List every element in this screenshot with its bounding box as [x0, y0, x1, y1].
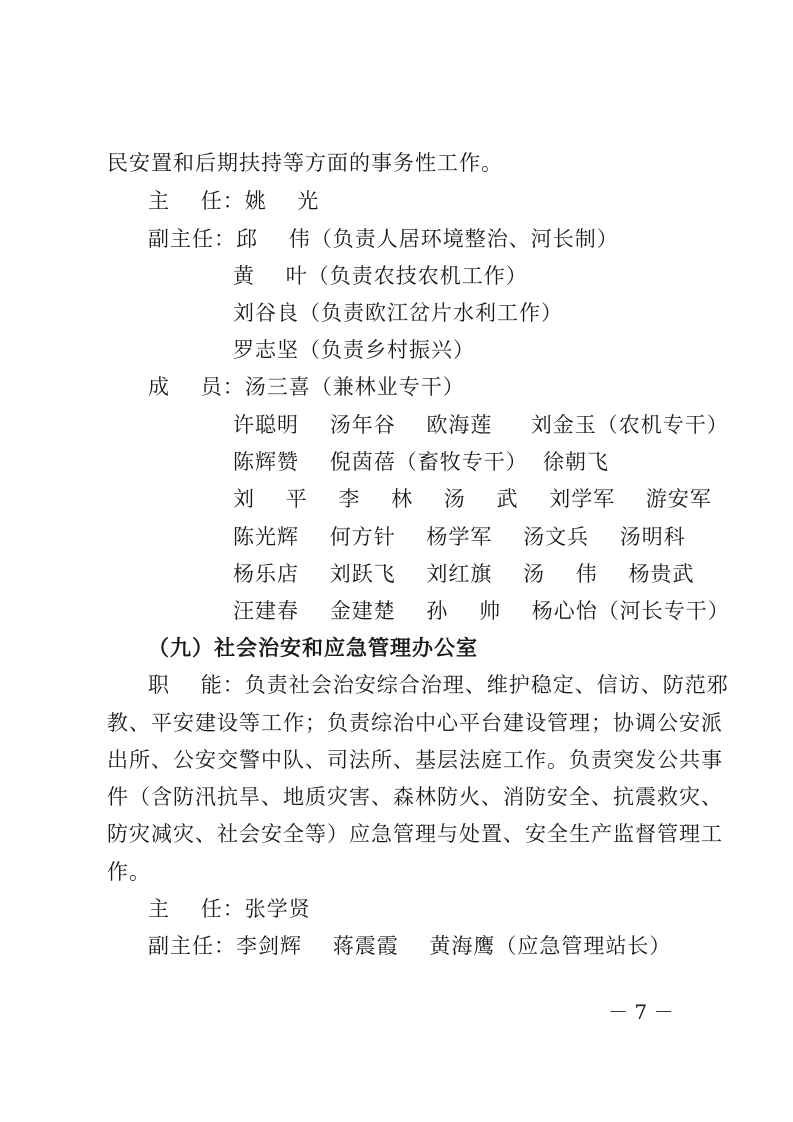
- text-line-20: 作。: [107, 860, 151, 884]
- text-line-16: 教、平安建设等工作；负责综治中心平台建设管理；协调公安派: [107, 711, 723, 735]
- text-line-19: 防灾减灾、社会安全等）应急管理与处置、安全生产监督管理工: [107, 822, 723, 846]
- text-line-3: 副主任：邱 伟（负责人居环境整治、河长制）: [148, 227, 619, 251]
- text-line-17: 出所、公安交警中队、司法所、基层法庭工作。负责突发公共事: [107, 748, 723, 772]
- text-line-10: 刘 平 李 林 汤 武 刘学军 游安军: [233, 487, 712, 511]
- text-line-11: 陈光辉 何方针 杨学军 汤文兵 汤明科: [233, 525, 686, 549]
- text-line-6: 罗志坚（负责乡村振兴）: [233, 338, 475, 362]
- text-line-15: 职 能：负责社会治安综合治理、维护稳定、信访、防范邪: [148, 673, 729, 697]
- text-line-1: 民安置和后期扶持等方面的事务性工作。: [107, 151, 503, 175]
- text-line-18: 件（含防汛抗旱、地质灾害、森林防火、消防安全、抗震救灾、: [107, 785, 723, 809]
- text-line-9: 陈辉赞 倪茵蓓（畜牧专干） 徐朝飞: [233, 450, 610, 474]
- text-line-5: 刘谷良（负责欧江岔片水利工作）: [233, 301, 563, 325]
- text-line-21: 主 任：张学贤: [148, 897, 311, 921]
- text-line-4: 黄 叶（负责农技农机工作）: [233, 264, 528, 288]
- text-line-2: 主 任：姚 光: [148, 189, 320, 213]
- text-line-22: 副主任：李剑辉 蒋震霞 黄海鹰（应急管理站长）: [148, 934, 672, 958]
- text-line-13: 汪建春 金建楚 孙 帅 杨心怡（河长专干）: [233, 599, 730, 623]
- text-line-7: 成 员：汤三喜（兼林业专干）: [148, 375, 465, 399]
- text-line-12: 杨乐店 刘跃飞 刘红旗 汤 伟 杨贵武: [233, 562, 695, 586]
- page-number: － 7 －: [608, 1000, 674, 1024]
- section-heading: （九）社会治安和应急管理办公室: [148, 636, 478, 660]
- text-line-8: 许聪明 汤年谷 欧海莲 刘金玉（农机专干）: [233, 413, 729, 437]
